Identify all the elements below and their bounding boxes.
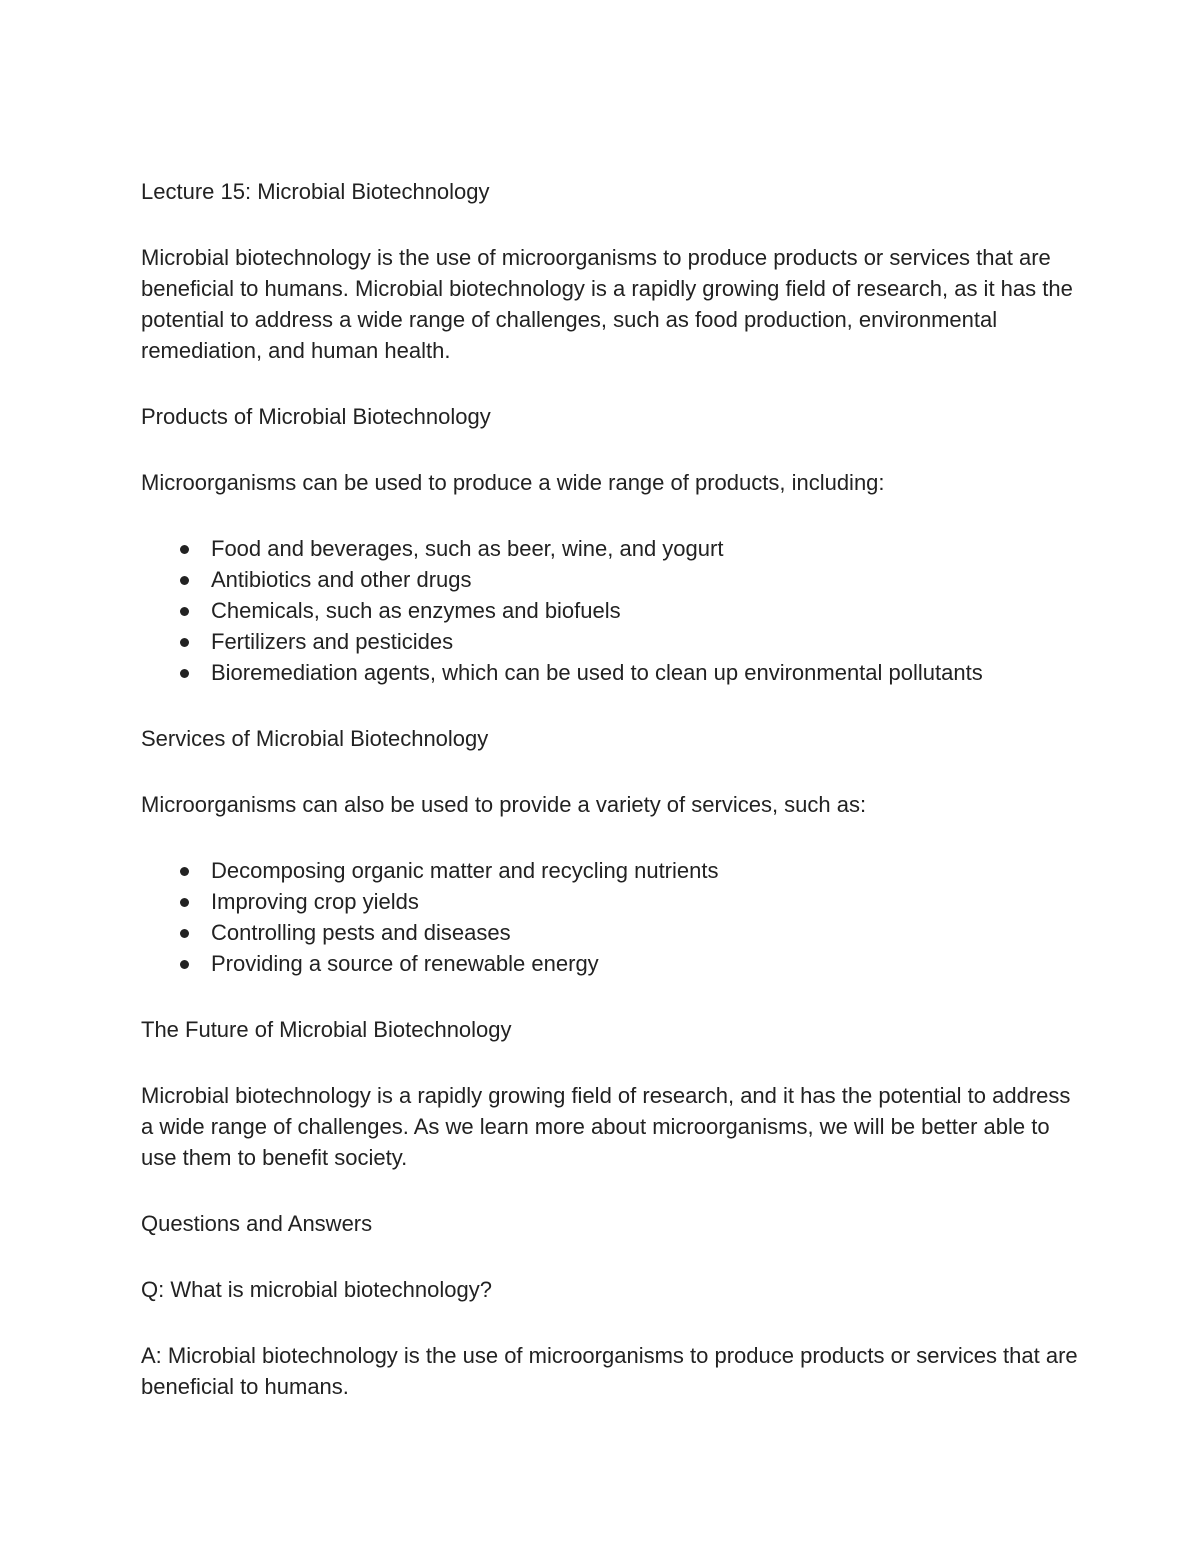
products-heading: Products of Microbial Biotechnology xyxy=(141,404,491,429)
list-item xyxy=(141,886,1081,917)
products-lead: Microorganisms can be used to produce a wide range of products, including: xyxy=(141,470,885,495)
qa-answer: A: Microbial biotechnology is the use of microorganisms to produce products or services that are beneficial to humans. xyxy=(141,1343,1078,1399)
bullet-icon xyxy=(180,545,189,554)
list-item-text: Antibiotics and other drugs xyxy=(211,567,472,592)
list-item xyxy=(141,855,1081,886)
list-item-text: Controlling pests and diseases xyxy=(211,920,511,945)
list-item xyxy=(141,948,1081,979)
list-item-text: Providing a source of renewable energy xyxy=(211,951,599,976)
qa-question: Q: What is microbial biotechnology? xyxy=(141,1277,492,1302)
document-page xyxy=(141,176,1081,1437)
bullet-icon xyxy=(180,929,189,938)
services-list xyxy=(141,855,1081,979)
bullet-icon xyxy=(180,669,189,678)
list-item xyxy=(141,595,1081,626)
list-item-text: Improving crop yields xyxy=(211,889,419,914)
document-title: Lecture 15: Microbial Biotechnology xyxy=(141,179,490,204)
bullet-icon xyxy=(180,607,189,616)
list-item xyxy=(141,564,1081,595)
bullet-icon xyxy=(180,867,189,876)
bullet-icon xyxy=(180,638,189,647)
bullet-icon xyxy=(180,960,189,969)
list-item-text: Chemicals, such as enzymes and biofuels xyxy=(211,598,621,623)
bullet-icon xyxy=(180,576,189,585)
bullet-icon xyxy=(180,898,189,907)
intro-paragraph: Microbial biotechnology is the use of microorganisms to produce products or services that are beneficial to humans. Microbial biotechnology is a rapidly growing field of research, as it has the potential to address a wide range of challenges, such as food production, environmental remediation, and human health. xyxy=(141,245,1073,363)
list-item xyxy=(141,533,1081,564)
list-item xyxy=(141,917,1081,948)
future-paragraph: Microbial biotechnology is a rapidly growing field of research, and it has the potential to address a wide range of challenges. As we learn more about microorganisms, we will be better able to use them to benefit society. xyxy=(141,1083,1071,1170)
list-item xyxy=(141,626,1081,657)
list-item-text: Food and beverages, such as beer, wine, and yogurt xyxy=(211,536,724,561)
qa-heading: Questions and Answers xyxy=(141,1211,373,1236)
list-item xyxy=(141,657,1081,688)
list-item-text: Bioremediation agents, which can be used to clean up environmental pollutants xyxy=(211,660,983,685)
services-lead: Microorganisms can also be used to provide a variety of services, such as: xyxy=(141,792,867,817)
list-item-text: Fertilizers and pesticides xyxy=(211,629,454,654)
products-list xyxy=(141,533,1081,688)
list-item-text: Decomposing organic matter and recycling nutrients xyxy=(211,858,719,883)
future-heading: The Future of Microbial Biotechnology xyxy=(141,1017,512,1042)
services-heading: Services of Microbial Biotechnology xyxy=(141,726,489,751)
